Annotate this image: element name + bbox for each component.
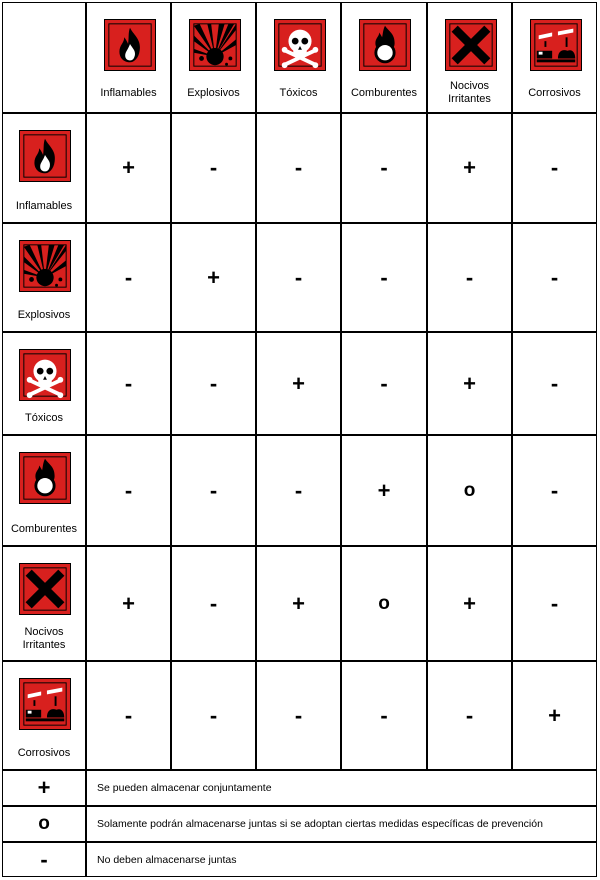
compatibility-symbol: -	[550, 155, 559, 180]
legend-symbol: o	[38, 813, 50, 834]
compatibility-symbol: -	[380, 155, 388, 180]
column-header-label: Comburentes	[350, 87, 418, 99]
flame-icon	[19, 130, 71, 182]
compatibility-symbol: o	[378, 592, 390, 614]
compatibility-symbol: -	[465, 264, 474, 290]
matrix-cell	[256, 435, 341, 546]
row-header-corrosivos	[2, 661, 86, 770]
skull-crossbones-icon	[19, 349, 71, 401]
legend-symbol-cell	[2, 806, 86, 842]
matrix-cell	[512, 332, 597, 435]
explosion-icon	[19, 240, 71, 292]
legend-text: No deben almacenarse juntas	[97, 853, 237, 866]
matrix-cell	[86, 113, 171, 223]
compatibility-symbol: -	[294, 155, 303, 180]
column-header-label: Nocivos Irritantes	[448, 80, 491, 105]
compatibility-symbol: +	[463, 370, 476, 396]
matrix-cell	[86, 435, 171, 546]
row-header-toxicos	[2, 332, 86, 435]
matrix-cell	[427, 223, 512, 332]
compatibility-symbol: -	[124, 702, 133, 728]
compatibility-symbol: -	[124, 370, 133, 396]
compatibility-symbol: -	[294, 702, 303, 728]
matrix-cell	[427, 435, 512, 546]
compatibility-symbol: -	[209, 370, 218, 396]
legend-text-cell	[86, 770, 597, 806]
compatibility-symbol: +	[377, 477, 391, 503]
compatibility-symbol: +	[463, 590, 476, 616]
x-cross-icon	[19, 563, 71, 615]
matrix-cell	[256, 546, 341, 661]
row-header-label: Nocivos Irritantes	[22, 626, 66, 651]
compatibility-symbol: -	[294, 477, 303, 503]
compatibility-symbol: +	[122, 590, 135, 616]
matrix-cell	[171, 435, 256, 546]
matrix-cell	[512, 113, 597, 223]
matrix-cell	[512, 661, 597, 770]
column-header-label: Inflamables	[100, 87, 157, 99]
legend-text-cell	[86, 842, 597, 877]
matrix-cell	[427, 546, 512, 661]
compatibility-symbol: o	[463, 479, 476, 501]
row-header-label: Inflamables	[15, 200, 73, 212]
explosion-icon	[189, 19, 241, 71]
matrix-cell	[512, 223, 597, 332]
matrix-cell	[171, 223, 256, 332]
corrosion-icon	[19, 678, 71, 730]
compatibility-symbol: -	[209, 702, 218, 728]
matrix-cell	[86, 223, 171, 332]
matrix-cell	[341, 223, 427, 332]
compatibility-symbol: +	[122, 155, 135, 180]
compatibility-symbol: -	[124, 264, 133, 290]
column-header-nocivos	[427, 2, 512, 113]
legend-text: Solamente podrán almacenarse juntas si se adoptan ciertas medidas específicas de prevención	[97, 818, 543, 830]
compatibility-symbol: -	[550, 264, 559, 290]
compatibility-symbol: +	[292, 370, 305, 396]
compatibility-symbol: -	[550, 477, 559, 503]
matrix-cell	[341, 661, 427, 770]
row-header-inflamables	[2, 113, 86, 223]
legend-symbol: -	[40, 846, 48, 872]
matrix-cell	[427, 661, 512, 770]
row-header-label: Corrosivos	[17, 747, 71, 759]
legend-symbol-cell	[2, 770, 86, 806]
row-header-label: Comburentes	[10, 523, 78, 535]
corrosion-icon	[530, 19, 582, 71]
matrix-cell	[512, 546, 597, 661]
legend-text: Se pueden almacenar conjuntamente	[97, 782, 272, 794]
flame-over-circle-icon	[359, 19, 411, 71]
column-header-corrosivos	[512, 2, 597, 113]
compatibility-symbol: -	[550, 370, 559, 396]
legend-symbol: +	[37, 775, 51, 800]
compatibility-symbol: -	[294, 264, 303, 290]
column-header-explosivos	[171, 2, 256, 113]
compatibility-symbol: +	[207, 264, 220, 290]
compatibility-symbol: -	[465, 702, 474, 728]
flame-icon	[104, 19, 156, 71]
row-header-explosivos	[2, 223, 86, 332]
column-header-inflamables	[86, 2, 171, 113]
matrix-cell	[171, 546, 256, 661]
compatibility-symbol: -	[550, 590, 559, 616]
matrix-cell	[171, 661, 256, 770]
flame-over-circle-icon	[19, 452, 71, 504]
matrix-cell	[341, 546, 427, 661]
matrix-cell	[256, 113, 341, 223]
compatibility-symbol: -	[209, 477, 218, 503]
legend-text-cell	[86, 806, 597, 842]
compatibility-symbol: +	[548, 702, 561, 728]
matrix-cell	[512, 435, 597, 546]
column-header-toxicos	[256, 2, 341, 113]
matrix-cell	[341, 332, 427, 435]
matrix-cell	[86, 661, 171, 770]
corner-cell	[2, 2, 86, 113]
compatibility-symbol: -	[380, 264, 388, 290]
matrix-cell	[86, 546, 171, 661]
matrix-cell	[427, 113, 512, 223]
matrix-cell	[256, 332, 341, 435]
row-header-comburentes	[2, 435, 86, 546]
compatibility-symbol: -	[380, 370, 388, 396]
column-header-label: Corrosivos	[528, 87, 581, 99]
matrix-cell	[256, 661, 341, 770]
compatibility-symbol: +	[463, 155, 476, 180]
matrix-cell	[171, 332, 256, 435]
matrix-cell	[256, 223, 341, 332]
compatibility-symbol: +	[292, 590, 305, 616]
row-header-label: Explosivos	[17, 309, 71, 321]
row-header-label: Tóxicos	[25, 412, 63, 424]
column-header-label: Explosivos	[187, 87, 240, 99]
column-header-label: Tóxicos	[279, 87, 318, 99]
matrix-cell	[86, 332, 171, 435]
compatibility-symbol: -	[380, 702, 388, 728]
row-header-nocivos	[2, 546, 86, 661]
matrix-cell	[341, 435, 427, 546]
matrix-cell	[171, 113, 256, 223]
matrix-cell	[427, 332, 512, 435]
compatibility-symbol: -	[124, 477, 133, 503]
legend-symbol-cell	[2, 842, 86, 877]
compatibility-symbol: -	[209, 155, 218, 180]
column-header-comburentes	[341, 2, 427, 113]
matrix-cell	[341, 113, 427, 223]
x-cross-icon	[445, 19, 497, 71]
compatibility-symbol: -	[209, 590, 218, 616]
skull-crossbones-icon	[274, 19, 326, 71]
